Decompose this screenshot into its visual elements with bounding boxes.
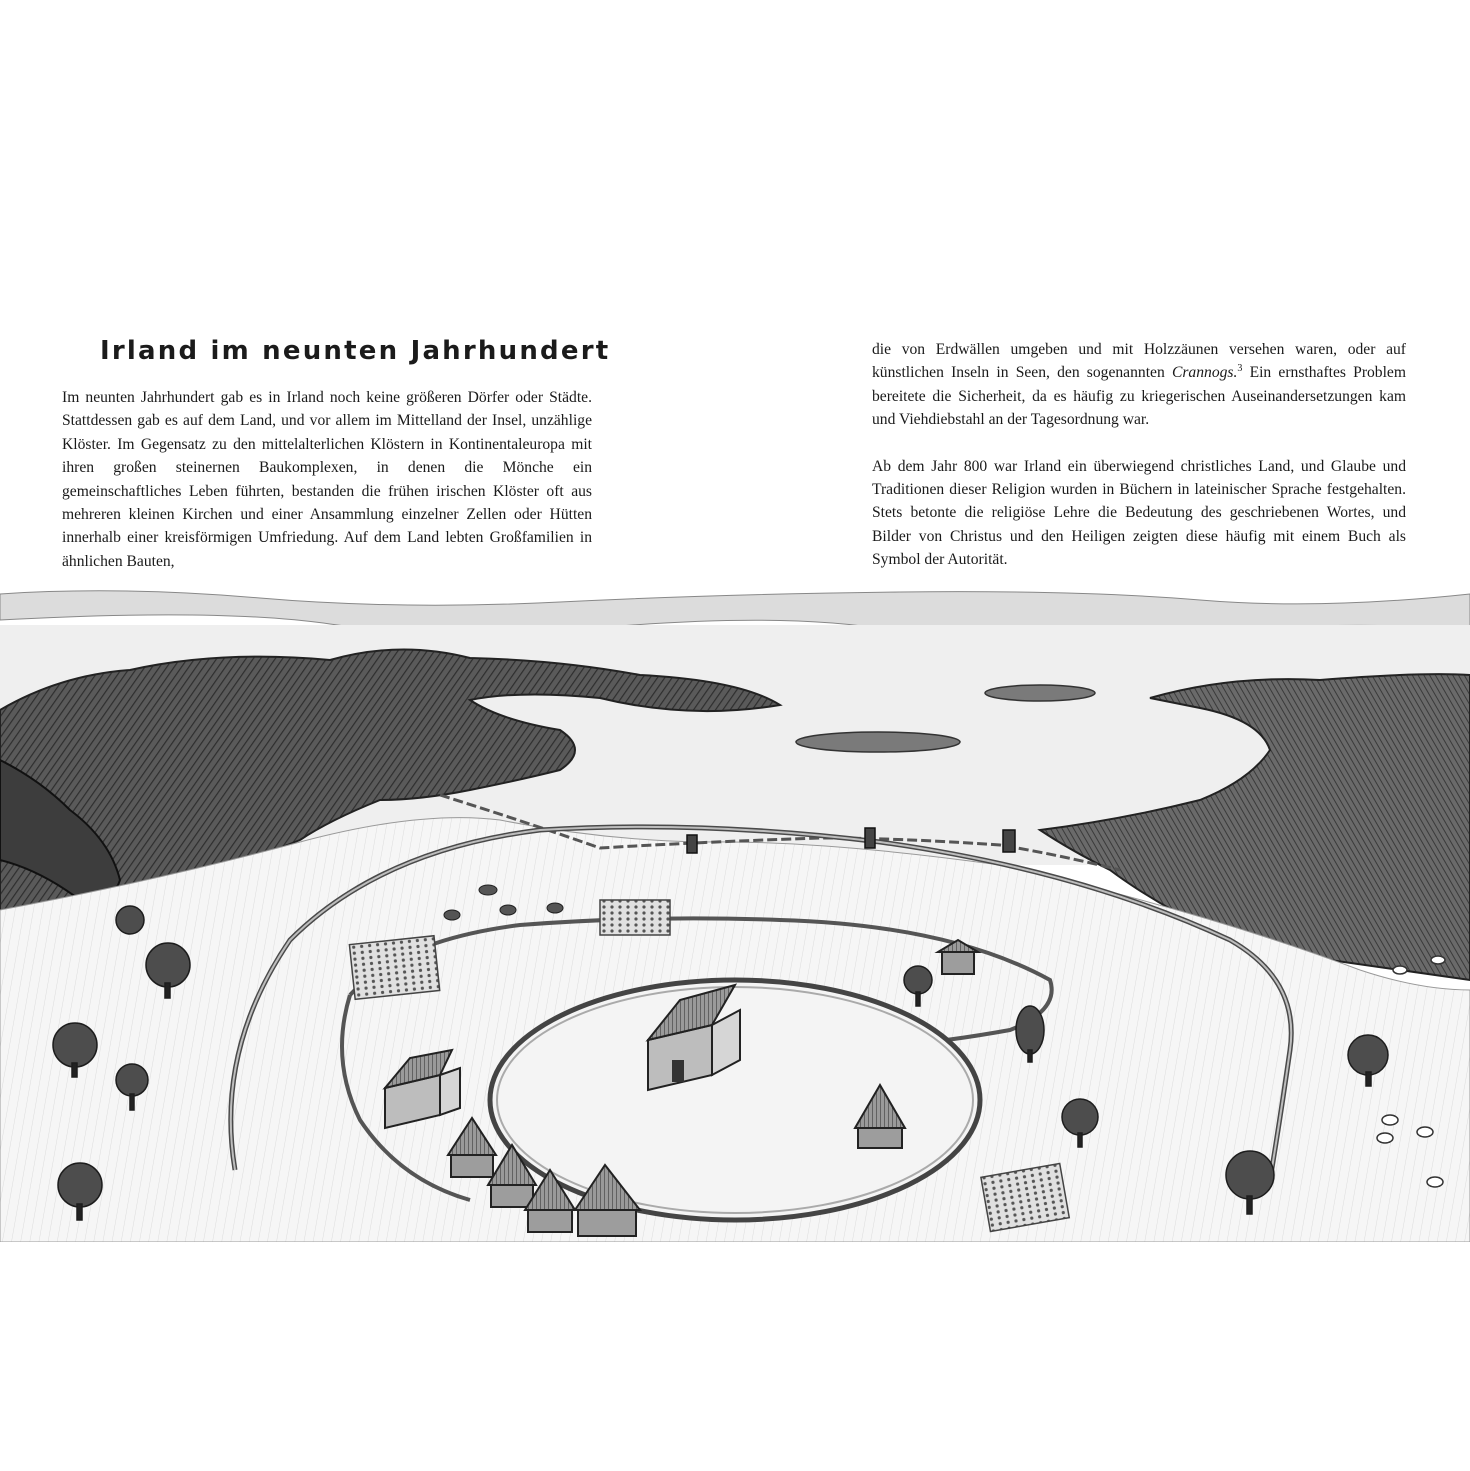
crannogs-term: Crannogs.: [1171, 364, 1238, 382]
pencil-drawing: [0, 580, 1470, 1242]
crannog-island-1: [985, 685, 1095, 701]
crannog-island-2: [796, 732, 960, 752]
right-paragraph-1-end: Ein ernsthaftes Problem bereitete die Sicherheit, da es häufig zu kriegerischen Auseinandersetzungen kam und Viehdiebstahl an der Tagesordnung war.: [872, 364, 1406, 429]
right-paragraph-1-start: die von Erdwällen umgeben und mit Holzzäunen versehen waren, oder auf künstlichen Inseln in Seen, den sogenannten: [872, 341, 1406, 382]
crop-plot-1: [349, 936, 439, 1000]
right-paragraph-2: Ab dem Jahr 800 war Irland ein überwiegend christliches Land, und Glaube und Traditionen dieser Religion wurden in Büchern in lateinischer Sprache festgehalten. Stets betonte die religiöse Lehre die Bedeutung des geschriebenen Wortes, und Bilder von Christus und den Heiligen zeigten diese häufig mit einem Buch als Symbol der Autorität.: [872, 457, 1406, 569]
right-paragraph-1: [872, 338, 1406, 432]
footnote-marker: 3: [1237, 363, 1243, 375]
left-text-column: [62, 386, 592, 573]
monastery-landscape-illustration: [0, 580, 1470, 1242]
right-text-column: [872, 338, 1406, 572]
chapter-heading: Irland im neunten Jahrhundert: [100, 336, 611, 366]
crop-plot-2: [600, 900, 670, 935]
left-paragraph: Im neunten Jahrhundert gab es in Irland noch keine größeren Dörfer oder Städte. Stattdessen gab es auf dem Land, und vor allem im Mittelland der Insel, unzählige Klöster. Im Gegensatz zu den mittelalterlichen Klöstern in Kontinentaleuropa mit ihren großen steinernen Baukomplexen, in denen die Mönche ein gemeinschaftliches Leben führten, bestanden die frühen irischen Klöster oft aus mehreren kleinen Kirchen und einer Ansammlung einzelner Zellen oder Hütten innerhalb einer kreisförmigen Umfriedung. Auf dem Land lebten Großfamilien in ähnlichen Bauten,: [62, 389, 592, 570]
